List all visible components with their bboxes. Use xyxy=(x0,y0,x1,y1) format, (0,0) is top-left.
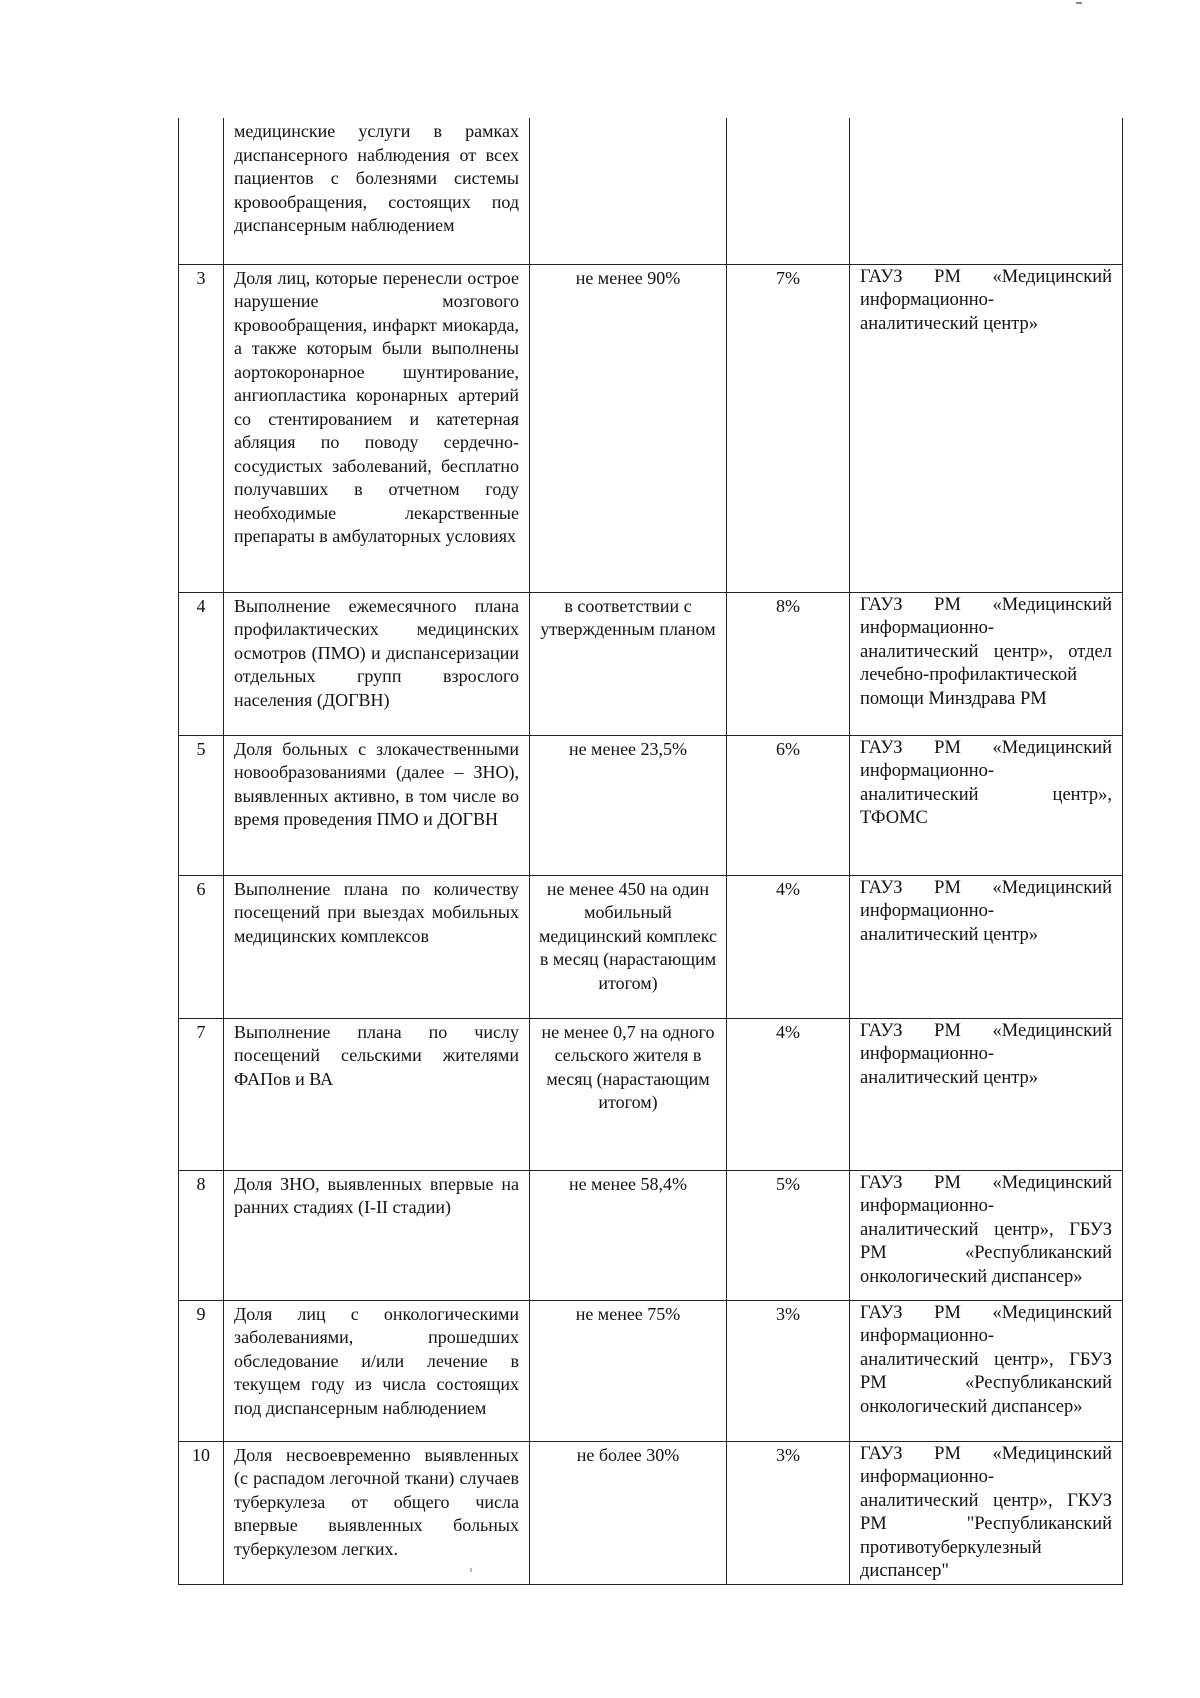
target-value-cell: не менее 23,5% xyxy=(530,735,727,875)
responsible-cell xyxy=(850,118,1123,264)
target-value-cell: не менее 58,4% xyxy=(530,1170,727,1300)
table-row xyxy=(179,264,1123,592)
indicator-description-cell: Доля ЗНО, выявленных впервые на ранних стадиях (I-II стадии) xyxy=(224,1170,530,1300)
weight-cell: 3% xyxy=(727,1441,850,1584)
target-value-cell xyxy=(530,118,727,264)
indicator-description-cell: Выполнение плана по числу посещений сельскими жителями ФАПов и ВА xyxy=(224,1018,530,1170)
target-value-cell: не менее 90% xyxy=(530,264,727,592)
row-number-cell: 4 xyxy=(179,592,224,735)
table-row xyxy=(179,1441,1123,1584)
responsible-cell: ГАУЗ РМ «Медицинский информационно-аналитический центр» xyxy=(850,264,1123,592)
target-value-cell: не менее 450 на один мобильный медицинский комплекс в месяц (нарастающим итогом) xyxy=(530,875,727,1018)
responsible-cell: ГАУЗ РМ «Медицинский информационно-аналитический центр», ГБУЗ РМ «Республиканский онкологический диспансер» xyxy=(850,1170,1123,1300)
indicator-description-cell: Доля лиц, которые перенесли острое нарушение мозгового кровообращения, инфаркт миокарда, а также которым были выполнены аортокоронарное шунтирование, ангиопластика коронарных артерий со стентированием и катетерная абляция по поводу сердечно-сосудистых заболеваний, бесплатно получавших в отчетном году необходимые лекарственные препараты в амбулаторных условиях xyxy=(224,264,530,592)
row-number-cell: 6 xyxy=(179,875,224,1018)
weight-cell: 5% xyxy=(727,1170,850,1300)
indicator-description-cell: Выполнение ежемесячного плана профилактических медицинских осмотров (ПМО) и диспансеризации отдельных групп взрослого населения (ДОГВН) xyxy=(224,592,530,735)
indicator-description-cell: медицинские услуги в рамках диспансерного наблюдения от всех пациентов с болезнями системы кровообращения, состоящих под диспансерным наблюдением xyxy=(224,118,530,264)
target-value-cell: не менее 75% xyxy=(530,1300,727,1441)
row-number-cell: 9 xyxy=(179,1300,224,1441)
indicator-description-cell: Выполнение плана по количеству посещений при выездах мобильных медицинских комплексов xyxy=(224,875,530,1018)
table-row xyxy=(179,875,1123,1018)
weight-cell: 4% xyxy=(727,875,850,1018)
responsible-cell: ГАУЗ РМ «Медицинский информационно-аналитический центр» xyxy=(850,875,1123,1018)
table-row xyxy=(179,592,1123,735)
weight-cell: 4% xyxy=(727,1018,850,1170)
table-row xyxy=(179,1170,1123,1300)
row-number-cell: 10 xyxy=(179,1441,224,1584)
target-value-cell: не менее 0,7 на одного сельского жителя в месяц (нарастающим итогом) xyxy=(530,1018,727,1170)
indicator-description-cell: Доля больных с злокачественными новообразованиями (далее – ЗНО), выявленных активно, в том числе во время проведения ПМО и ДОГВН xyxy=(224,735,530,875)
responsible-cell: ГАУЗ РМ «Медицинский информационно-аналитический центр», ГБУЗ РМ «Республиканский онкологический диспансер» xyxy=(850,1300,1123,1441)
row-number-cell: 5 xyxy=(179,735,224,875)
indicator-description-cell: Доля лиц с онкологическими заболеваниями, прошедших обследование и/или лечение в текущем году из числа состоящих под диспансерным наблюдением xyxy=(224,1300,530,1441)
indicators-table xyxy=(178,118,1123,1585)
row-number-cell xyxy=(179,118,224,264)
row-number-cell: 3 xyxy=(179,264,224,592)
weight-cell: 3% xyxy=(727,1300,850,1441)
responsible-cell: ГАУЗ РМ «Медицинский информационно-аналитический центр», ГКУЗ РМ "Республиканский противотуберкулезный диспансер" xyxy=(850,1441,1123,1584)
weight-cell xyxy=(727,118,850,264)
responsible-cell: ГАУЗ РМ «Медицинский информационно-аналитический центр», ТФОМС xyxy=(850,735,1123,875)
table-row xyxy=(179,1300,1123,1441)
responsible-cell: ГАУЗ РМ «Медицинский информационно-аналитический центр», отдел лечебно-профилактической помощи Минздрава РМ xyxy=(850,592,1123,735)
table-row xyxy=(179,735,1123,875)
row-number-cell: 8 xyxy=(179,1170,224,1300)
scan-mark xyxy=(1076,2,1082,4)
table-row xyxy=(179,1018,1123,1170)
target-value-cell: не более 30% xyxy=(530,1441,727,1584)
indicator-description-cell: Доля несвоевременно выявленных (с распадом легочной ткани) случаев туберкулеза от общего числа впервые выявленных больных туберкулезом легких. xyxy=(224,1441,530,1584)
target-value-cell: в соответствии с утвержденным планом xyxy=(530,592,727,735)
weight-cell: 8% xyxy=(727,592,850,735)
table-row xyxy=(179,118,1123,264)
responsible-cell: ГАУЗ РМ «Медицинский информационно-аналитический центр» xyxy=(850,1018,1123,1170)
weight-cell: 7% xyxy=(727,264,850,592)
weight-cell: 6% xyxy=(727,735,850,875)
row-number-cell: 7 xyxy=(179,1018,224,1170)
